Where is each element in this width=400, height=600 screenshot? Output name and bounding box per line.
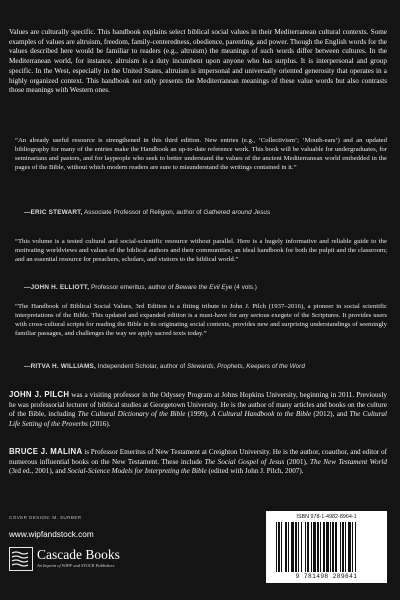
endorsement-attribution-stewart (24, 209, 384, 217)
book-title: The Social Gospel of Jesus (204, 457, 285, 466)
endorser-book: Gathered around Jesus (203, 209, 271, 216)
endorser-book: Stewards, Prophets, Keepers of the Word (186, 363, 305, 370)
endorsement-quote-williams: “The Handbook of Biblical Social Values, 3rd Edition is a fitting tribute to John J. Pilch (1937–2016), a pioneer in social scientific interpretations of the Bible. This updated and expanded edition is a must-have for any serious exegete of the Scriptures. It provides users with cross-cultural scripts for reading the Bible in its originating social contexts, provides new and surprising understandings of seemingly familiar passages, and challenges the way we apply sacred texts today.” (15, 303, 387, 338)
bio-text: (2016). (87, 419, 111, 428)
bio-text: was a visiting professor in the Odyssey Program at Johns Hopkins University, beginning in 2011. Previously he was professorial lecturer of biblical studies at Georgetown University. He is the author of many articles and books on the culture of the Bible, including (9, 391, 387, 419)
cascade-logo-icon (9, 547, 33, 571)
endorsement-attribution-williams (24, 363, 384, 371)
book-title: The Cultural Life Setting of the Proverbs (9, 410, 387, 428)
isbn-barcode (266, 511, 387, 583)
endorsement-quote-elliott: “This volume is a tested cultural and social-scientific resource without parallel. Here is a hugely informative and reliable guide to the motivating worldviews and values of the biblical authors and their communities; an ideal handbook for both the pulpit and the classroom; and an essential resource for preachers, scholars, and visitors to the biblical world.” (15, 238, 387, 264)
barcode-bars (274, 522, 379, 572)
endorser-role: Professor emeritus, author of (90, 284, 174, 291)
bio-text: (edited with John J. Pilch, 2007). (206, 467, 304, 476)
isbn-number: ISBN 978-1-4982-8964-1 (296, 514, 357, 520)
barcode-digits: 9 781498 289641 (295, 573, 358, 580)
bio-text: is Professor Emeritus of New Testament at Creighton University. He is the author, coauthor, and editor of numerous influential books on the New Testament. These include (9, 448, 387, 466)
author-bio-malina (9, 447, 387, 477)
publisher-logo (9, 546, 121, 572)
endorser-book: Beware the Evil Eye (175, 284, 233, 291)
endorser-name: —RITVA H. WILLIAMS, (24, 363, 96, 370)
endorser-name: —JOHN H. ELLIOTT, (24, 284, 90, 291)
bio-text: (2012), and (311, 410, 350, 419)
publisher-website: www.wipfandstock.com (9, 530, 94, 539)
author-bio-pilch (9, 390, 387, 429)
bio-text: (1999), (185, 410, 212, 419)
author-name: BRUCE J. MALINA (9, 447, 83, 456)
endorsement-attribution-elliott (24, 284, 384, 292)
book-title: A Cultural Handbook to the Bible (211, 410, 312, 419)
bio-text: (2001), (284, 457, 311, 466)
bio-text: (3rd ed., 2001), and (9, 467, 68, 476)
book-title: Social-Science Models for Interpreting the Bible (67, 467, 207, 476)
endorser-name: —ERIC STEWART, (24, 209, 83, 216)
author-name: JOHN J. PILCH (9, 390, 70, 399)
book-title: The New Testament World (310, 457, 387, 466)
book-description: Values are culturally specific. This handbook explains select biblical social values in their Mediterranean cultural contexts. Some examples of values are altruism, freedom, family-centeredness, obedience, parenting, and power. Though the English words for the values described here would be familiar to readers (e.g., altruism) the meanings of such words differ between cultures. In the Mediterranean world, for instance, altruism is a duty incumbent upon anyone who has surplus. It is interpersonal and group specific. In the West, especially in the United States, altruism is impersonal and universally oriented generosity that operates in a highly organized context. This handbook not only presents the Mediterranean meanings of these value words but also contrasts those meanings with Western ones. (9, 28, 387, 95)
endorser-role: Independent Scholar, author of (97, 363, 186, 370)
publisher-name: Cascade Books (37, 547, 120, 562)
publisher-tagline: An Imprint of WIPF and STOCK Publishers (37, 563, 115, 568)
book-title: The Cultural Dictionary of the Bible (77, 410, 186, 419)
cover-design-credit: COVER DESIGN: M. SURBER (9, 515, 82, 520)
endorsement-quote-stewart: “An already useful resource is strengthened in this third edition. New entries (e.g., ‘Collectivism’; ‘Mouth-ears’) and an updated bibliography for many of the entries make the Handbook an up-to-date reference work. This book will be valuable for undergraduates, for seminarians and pastors, and for laypeople who seek to better understand the values of the ancient Mediterranean world embedded in the pages of the Bible, without which modern readers are sure to misunderstand the writings contained in it.” (15, 137, 387, 172)
endorser-role: Associate Professor of Religion, author of (83, 209, 202, 216)
endorser-book-extra: (4 vols.) (234, 284, 257, 291)
